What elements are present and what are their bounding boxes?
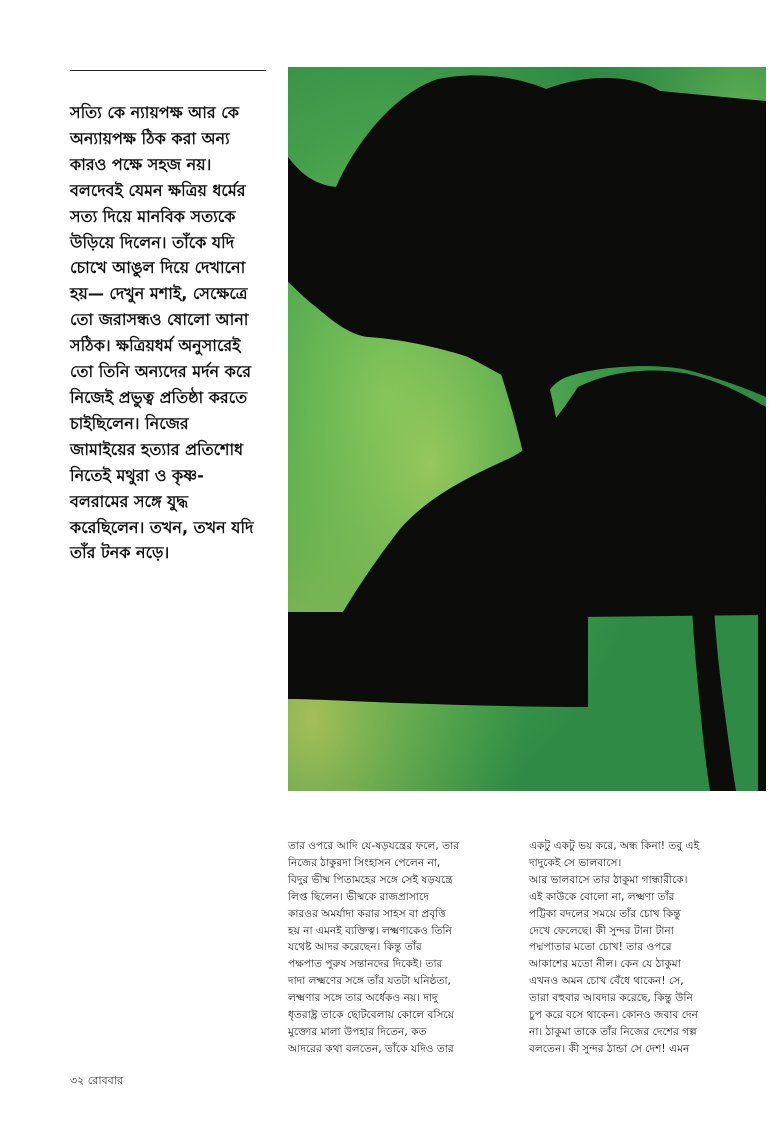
body-text-line: এখনও অমন চোখ বেঁধে থাকেন! সে, (529, 975, 684, 988)
body-text-line: পদ্মপাতার মতো চোখ! তার ওপরে (529, 941, 672, 954)
pull-quote (70, 100, 270, 566)
page-folio: ৩২ রোববার (70, 1074, 123, 1087)
body-text-line: যথেষ্ট আদর করেছেন। কিন্তু তাঁর (288, 941, 422, 954)
body-text-line: তারা বহুবার আবদার করেছে, কিন্তু উনি (529, 992, 693, 1005)
body-column-1 (288, 838, 498, 1058)
body-text-line: পট্টিকা বদলের সময়ে তাঁর চোখ কিন্তু (529, 907, 681, 920)
body-text-line: আদরের কথা বলতেন, তাঁকে যদিও তার (288, 1042, 454, 1055)
body-text-line: বিদুর ভীষ্ম পিতামহের সঙ্গে সেই ষড়যন্ত্রে (288, 873, 453, 886)
pull-quote-line: অন্যায়পক্ষ ঠিক করা অন্য (70, 128, 230, 148)
body-text-line: এই কাউকে বোলো না, লক্ষ্মণা তাঁর (529, 890, 675, 903)
body-text-line: আর ভালবাসে তার ঠাকুমা গান্ধারীকে। (529, 873, 688, 886)
body-text-line: লিপ্ত ছিলেন। ভীষ্মকে রাজপ্রাসাদে (288, 890, 429, 903)
pull-quote-line: তো তিনি অন্যদের মর্দন করে (70, 362, 252, 382)
pull-quote-line: চাইছিলেন। নিজের (70, 413, 189, 433)
pull-quote-line: চোখে আঙুল দিয়ে দেখানো (70, 258, 246, 278)
pull-quote-line: উড়িয়ে দিলেন। তাঁকে যদি (70, 232, 235, 252)
pull-quote-line: সত্যি কে ন্যায়পক্ষ আর কে (70, 103, 239, 122)
body-text-line: দেখে ফেলেছে। কী সুন্দর টানা টানা (529, 924, 674, 937)
lower-left-shape (288, 612, 588, 707)
pull-quote-line: তাঁর টনক নড়ে। (70, 543, 170, 563)
body-text-line: চুপ করে বসে থাকেন। কোনও জবাব দেন (529, 1009, 698, 1022)
body-text-line: একটু একটু ভয় করে, অন্ধ কিনা! তবু এই (529, 840, 700, 852)
pull-quote-line: বলরামের সঙ্গে যুদ্ধ (70, 491, 189, 511)
pull-quote-line: নিতেই মথুরা ও কৃষ্ণ- (70, 465, 204, 485)
body-text-line: আকাশের মতো নীল। কেন যে ঠাকুমা (529, 958, 681, 971)
far-right-edge-shape (758, 497, 766, 791)
body-text-line: পক্ষপাত পুরুষ সন্তানদের দিকেই। তার (288, 958, 443, 971)
body-text-line: মুক্তোর মালা উপহার দিতেন, কত (288, 1025, 427, 1038)
body-text-line: নিজের ঠাকুরদা সিংহাসন পেলেন না, (288, 856, 441, 869)
body-text-line: না। ঠাকুমা তাকে তাঁর নিজের দেশের গল্প (529, 1025, 697, 1038)
pull-quote-line: কারও পক্ষে সহজ নয়। (70, 154, 212, 174)
body-text-line: হয় না এমনই ব্যক্তিত্ব। লক্ষ্মণাকেও তিনি (288, 924, 452, 937)
body-text-line: কারওর অমর্যাদা করার সাহস বা প্রবৃত্তি (288, 907, 446, 920)
pull-quote-line: সত্য দিয়ে মানবিক সত্যকে (70, 206, 236, 226)
pull-quote-line: সঠিক। ক্ষত্রিয়ধর্ম অনুসারেই (70, 336, 241, 356)
body-text-line: বলতেন। কী সুন্দর ঠান্ডা সে দেশ! এমন (529, 1042, 690, 1055)
abstract-artwork (288, 67, 766, 791)
pull-quote-line: করেছিলেন। তখন, তখন যদি (70, 517, 254, 537)
body-text-line: তার ওপরে আদি যে-ষড়যন্ত্রের ফলে, তার (288, 840, 459, 852)
top-rule (70, 70, 266, 71)
pull-quote-line: তো জরাসন্ধও ষোলো আনা (70, 310, 249, 330)
body-column-2 (529, 838, 739, 1058)
body-text-line: দাদুকেই সে ভালবাসে। (529, 856, 622, 869)
pull-quote-line: হয়— দেখুন মশাই, সেক্ষেত্রে (70, 284, 248, 304)
body-text-line: দাদা লক্ষ্মণের সঙ্গে তাঁর যতটা ঘনিষ্ঠতা, (288, 975, 451, 988)
pull-quote-line: জামাইয়ের হত্যার প্রতিশোধ (70, 439, 244, 459)
pull-quote-line: বলদেবই যেমন ক্ষত্রিয় ধর্মের (70, 180, 246, 200)
pull-quote-line: নিজেই প্রভুত্ব প্রতিষ্ঠা করতে (70, 387, 248, 407)
body-text-line: লক্ষ্মণার সঙ্গে তার অর্ধেকও নয়। দাদু (288, 992, 438, 1005)
body-text-line: ধৃতরাষ্ট্র তাকে ছোটবেলায় কোলে বসিয়ে (288, 1009, 454, 1022)
